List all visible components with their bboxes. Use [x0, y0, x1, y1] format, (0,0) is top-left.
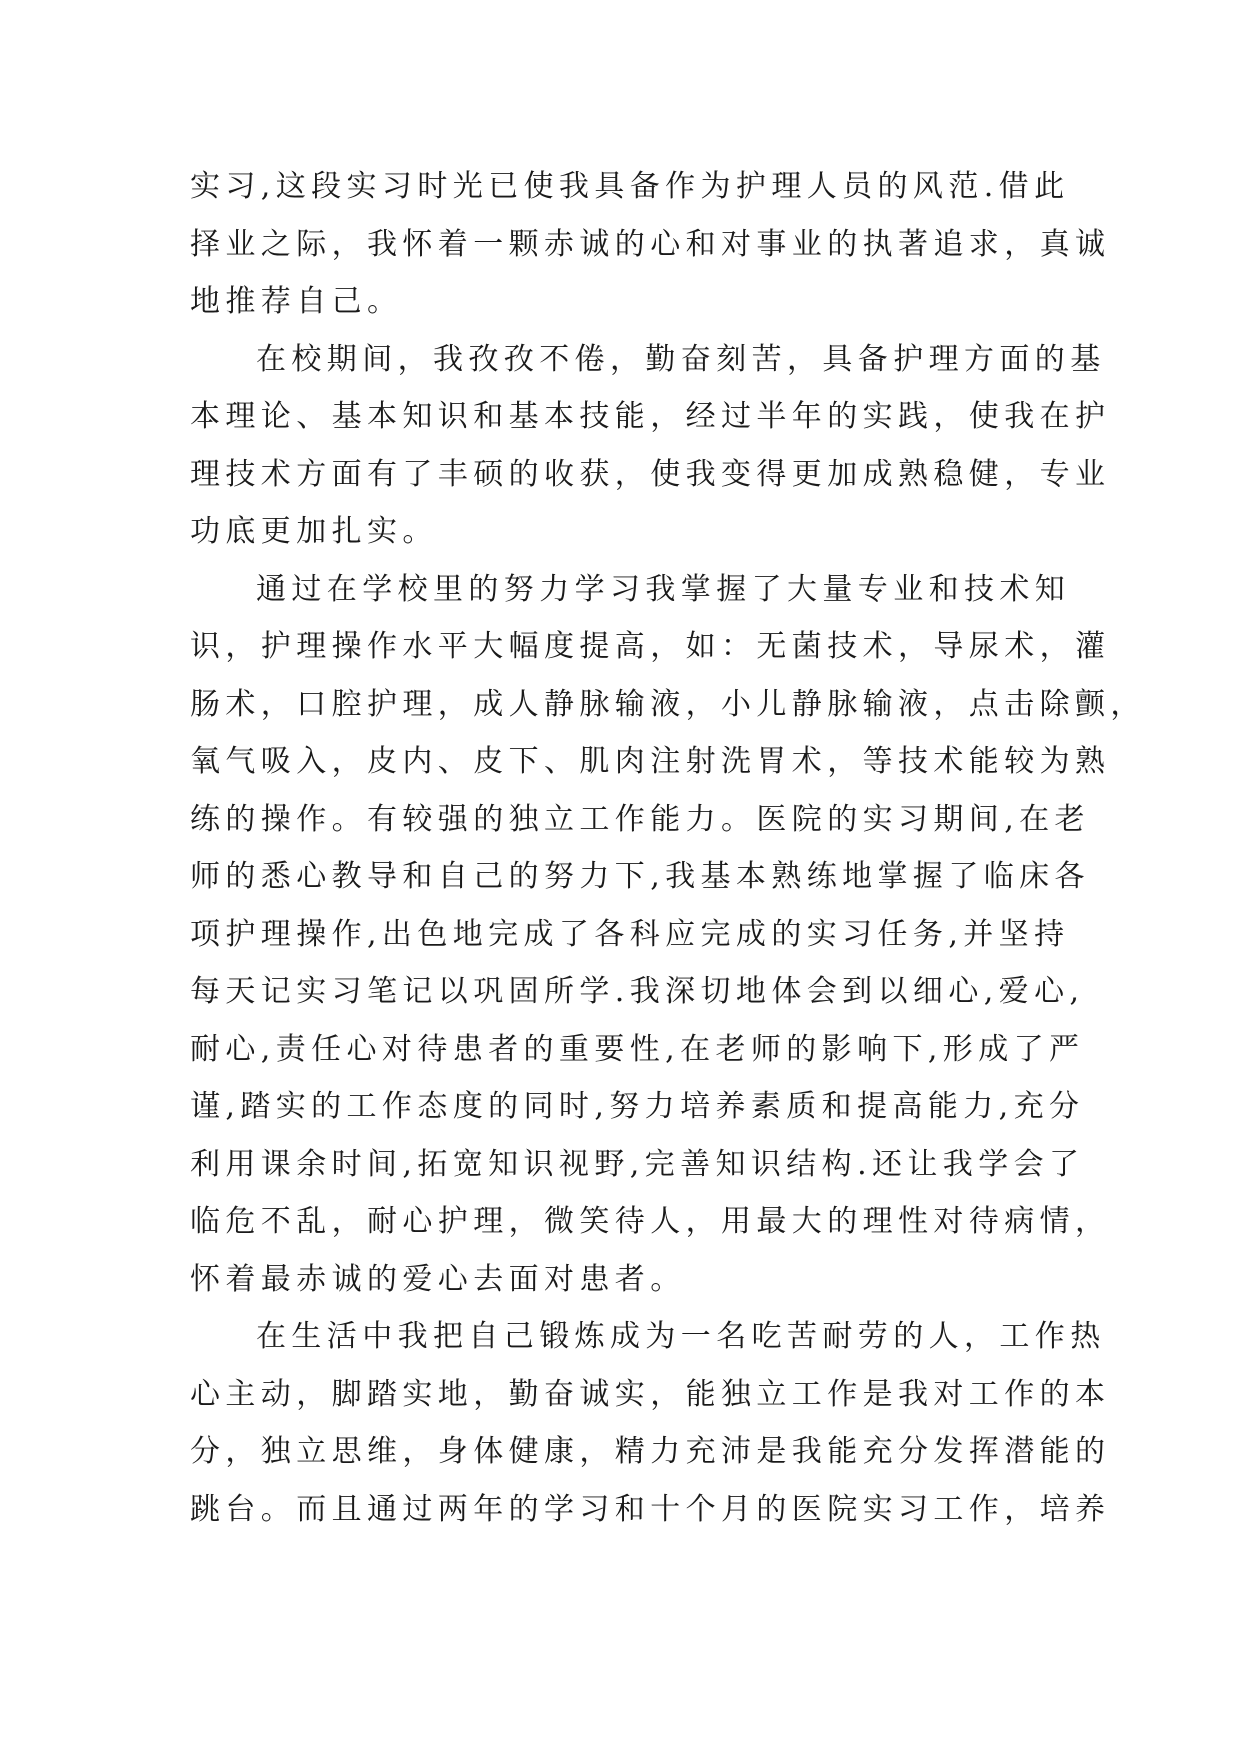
text-line: 利用课余时间,拓宽知识视野,完善知识结构.还让我学会了 [190, 1146, 1085, 1182]
text-line: 怀着最赤诚的爱心去面对患者。 [190, 1261, 686, 1297]
text-line: 氧气吸入，皮内、皮下、肌肉注射洗胃术，等技术能较为熟 [190, 744, 1111, 779]
text-line: 师的悉心教导和自己的努力下,我基本熟练地掌握了临床各 [190, 859, 1090, 894]
text-line: 每天记实习笔记以巩固所学.我深切地体会到以细心,爱心, [190, 974, 1085, 1009]
body-text [190, 158, 1146, 1538]
text-line: 练的操作。有较强的独立工作能力。医院的实习期间,在老 [190, 801, 1090, 837]
text-line: 心主动，脚踏实地，勤奋诚实，能独立工作是我对工作的本 [190, 1376, 1111, 1412]
text-line: 肠术，口腔护理，成人静脉输液，小儿静脉输液，点击除颤， [190, 686, 1146, 722]
text-line: 实习,这段实习时光已使我具备作为护理人员的风范.借此 [190, 169, 1070, 204]
text-line: 临危不乱，耐心护理，微笑待人，用最大的理性对待病情， [190, 1204, 1111, 1239]
text-line: 功底更加扎实。 [190, 514, 438, 549]
text-line: 地推荐自己。 [190, 284, 403, 319]
text-line: 耐心,责任心对待患者的重要性,在老师的影响下,形成了严 [190, 1031, 1085, 1067]
text-line: 分，独立思维，身体健康，精力充沛是我能充分发挥潜能的 [190, 1434, 1111, 1469]
text-line: 通过在学校里的努力学习我掌握了大量专业和技术知 [256, 571, 1071, 607]
text-line: 识，护理操作水平大幅度提高，如：无菌技术，导尿术，灌 [190, 629, 1111, 664]
text-line: 理技术方面有了丰硕的收获，使我变得更加成熟稳健，专业 [190, 456, 1111, 492]
text-line: 本理论、基本知识和基本技能，经过半年的实践，使我在护 [190, 399, 1111, 434]
text-line: 项护理操作,出色地完成了各科应完成的实习任务,并坚持 [190, 916, 1070, 952]
text-line: 择业之际，我怀着一颗赤诚的心和对事业的执著追求，真诚 [190, 226, 1111, 262]
text-line: 跳台。而且通过两年的学习和十个月的医院实习工作，培养 [190, 1491, 1111, 1527]
text-line: 在校期间，我孜孜不倦，勤奋刻苦，具备护理方面的基 [256, 341, 1106, 377]
text-line: 在生活中我把自己锻炼成为一名吃苦耐劳的人，工作热 [256, 1319, 1106, 1354]
text-line: 谨,踏实的工作态度的同时,努力培养素质和提高能力,充分 [190, 1089, 1085, 1124]
